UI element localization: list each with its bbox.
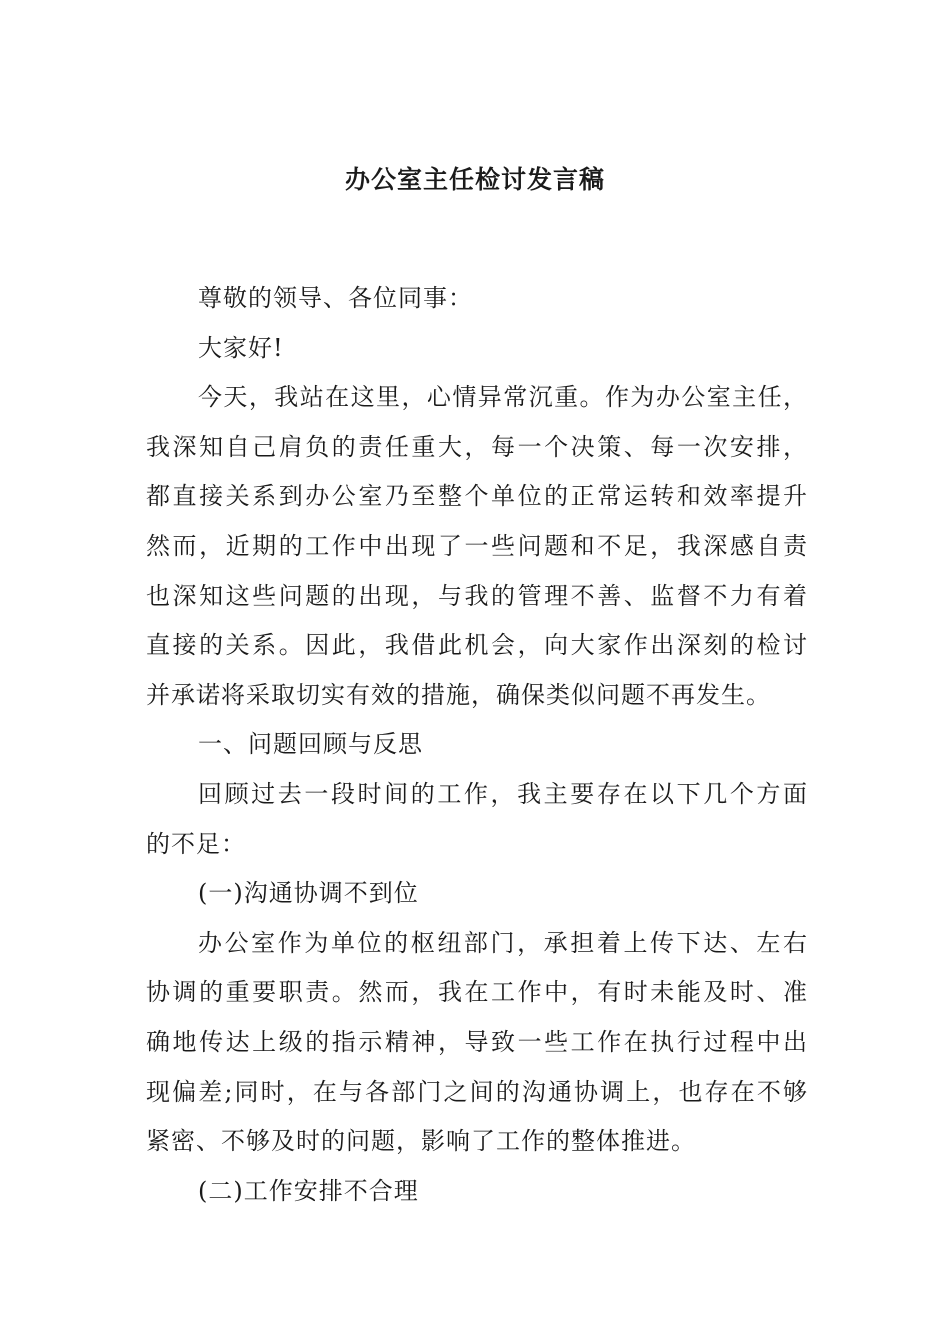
paragraph-line: 紧密、不够及时的问题，影响了工作的整体推进。 — [146, 1127, 696, 1156]
paragraph-line: 办公室作为单位的枢纽部门，承担着上传下达、左右 — [198, 928, 808, 957]
paragraph-line: 今天，我站在这里，心情异常沉重。作为办公室主任， — [198, 383, 808, 412]
paragraph-line: 我深知自己肩负的责任重大，每一个决策、每一次安排， — [146, 432, 808, 461]
paragraph-line: 也深知这些问题的出现，与我的管理不善、监督不力有着 — [146, 581, 808, 610]
paragraph-line: 确地传达上级的指示精神，导致一些工作在执行过程中出 — [146, 1027, 808, 1056]
section-heading: 一、问题回顾与反思 — [198, 730, 423, 759]
document-title: 办公室主任检讨发言稿 — [344, 165, 605, 194]
paragraph-line: 回顾过去一段时间的工作，我主要存在以下几个方面 — [198, 779, 808, 808]
paragraph-line: 都直接关系到办公室乃至整个单位的正常运转和效率提升 — [146, 482, 808, 511]
subsection-heading: (一)沟通协调不到位 — [198, 879, 419, 908]
salutation-line: 尊敬的领导、各位同事： — [198, 284, 473, 312]
paragraph-line: 现偏差;同时，在与各部门之间的沟通协调上，也存在不够 — [146, 1077, 808, 1106]
paragraph-line: 的不足： — [146, 829, 246, 858]
paragraph-line: 然而，近期的工作中出现了一些问题和不足，我深感自责 — [146, 531, 808, 560]
paragraph-line: 协调的重要职责。然而，我在工作中，有时未能及时、准 — [146, 978, 808, 1007]
paragraph-line: 并承诺将采取切实有效的措施，确保类似问题不再发生。 — [146, 680, 771, 709]
subsection-heading: (二)工作安排不合理 — [198, 1176, 419, 1205]
document-body — [146, 274, 808, 1216]
greeting-line: 大家好! — [198, 333, 284, 362]
paragraph-line: 直接的关系。因此，我借此机会，向大家作出深刻的检讨 — [146, 631, 808, 660]
